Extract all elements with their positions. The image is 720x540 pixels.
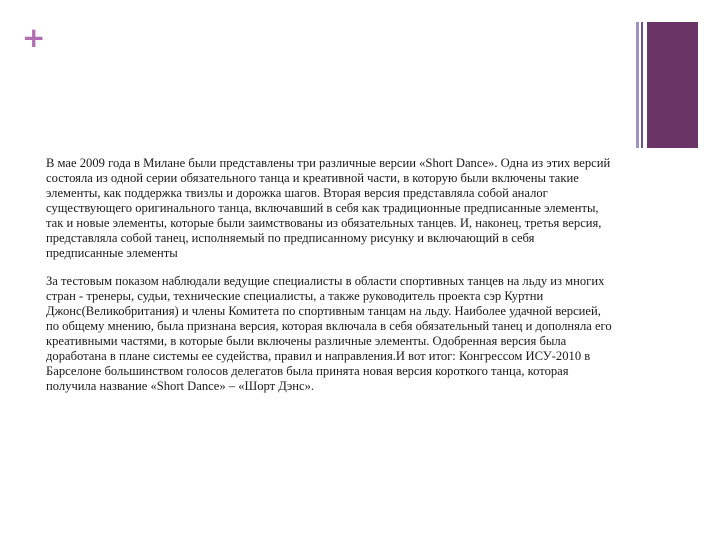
accent-block bbox=[647, 22, 698, 148]
accent-line-light bbox=[636, 22, 639, 148]
paragraph-outcome: За тестовым показом наблюдали ведущие специалисты в области спортивных танцев на льду из многих стран - тренеры, судьи, технические специалисты, а также руководитель проекта сэр Куртни Джонс(Великобритания) и члены Комитета по спортивным танцам на льду. Наиболее удачной версией, по общему мнению, была признана версия, которая включала в себя обязательный танец и дополняла его креативными частями, в которые были включены различные элементы. Одобренная версия была доработана в плане системы ее судейства, правил и направления.И вот итог: Конгрессом ИСУ-2010 в Барселоне большинством голосов делегатов была принята новая версия короткого танца, которая получила название «Short Dance» – «Шорт Дэнс». bbox=[46, 274, 612, 393]
paragraph-versions: В мае 2009 года в Милане были представлены три различные версии «Short Dance». Одна из этих версий состояла из одной серии обязательного танца и креативной части, в которую были включены такие элементы, как поддержка твизлы и дорожка шагов. Вторая версия представляла собой аналог существующего оригинального танца, включавший в себя как традиционные предписанные элементы, так и новые элементы, которые были заимствованы из обязательных танцев. И, наконец, третья версия, представляла собой танец, исполняемый по предписанному рисунку и включающий в себя предписанные элементы bbox=[46, 156, 611, 260]
accent-line-dark bbox=[641, 22, 643, 148]
plus-icon: + bbox=[22, 21, 46, 54]
slide-body bbox=[46, 156, 614, 407]
